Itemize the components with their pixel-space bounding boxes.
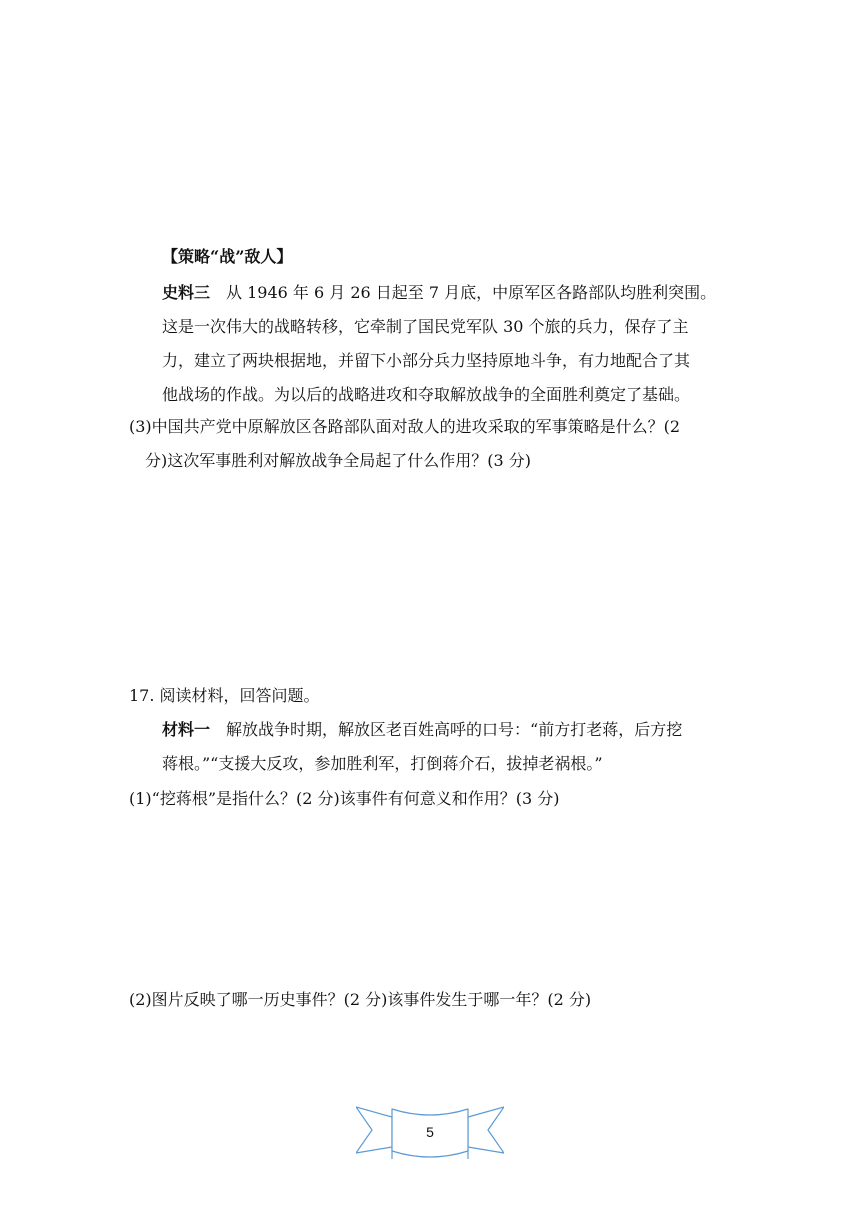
material-paragraph-line-1 (162, 282, 716, 304)
question-17-title: 17. 阅读材料，回答问题。 (129, 686, 320, 705)
material-one-label: 材料一 (162, 720, 211, 739)
material-paragraph-line-3: 力，建立了两块根据地，并留下小部分兵力坚持原地斗争，有力地配合了其 (162, 351, 691, 370)
material-one-line-1 (162, 719, 682, 741)
material-one-line-2: 蒋根。”“支援大反攻，参加胜利军，打倒蒋介石，拔掉老祸根。” (162, 754, 603, 773)
material-text: 从 1946 年 6 月 26 日起至 7 月底，中原军区各路部队均胜利突围。 (226, 283, 717, 302)
page-number: 5 (426, 1124, 434, 1140)
question-17-1: (1)“挖蒋根”是指什么？(2 分)该事件有何意义和作用？(3 分) (129, 789, 560, 808)
question-3-line-1: (3)中国共产党中原解放区各路部队面对敌人的进攻采取的军事策略是什么？(2 (129, 417, 681, 436)
material-paragraph-line-2: 这是一次伟大的战略转移，它牵制了国民党军队 30 个旅的兵力，保存了主 (162, 317, 689, 336)
material-paragraph-line-4: 他战场的作战。为以后的战略进攻和夺取解放战争的全面胜利奠定了基础。 (162, 385, 691, 404)
section-heading: 【策略“战”敌人】 (162, 247, 293, 266)
question-3-line-2: 分)这次军事胜利对解放战争全局起了什么作用？(3 分) (145, 451, 531, 470)
question-17-2: (2)图片反映了哪一历史事件？(2 分)该事件发生于哪一年？(2 分) (129, 990, 592, 1009)
material-label: 史料三 (162, 283, 211, 302)
material-one-text: 解放战争时期，解放区老百姓高呼的口号：“前方打老蒋，后方挖 (226, 720, 683, 739)
